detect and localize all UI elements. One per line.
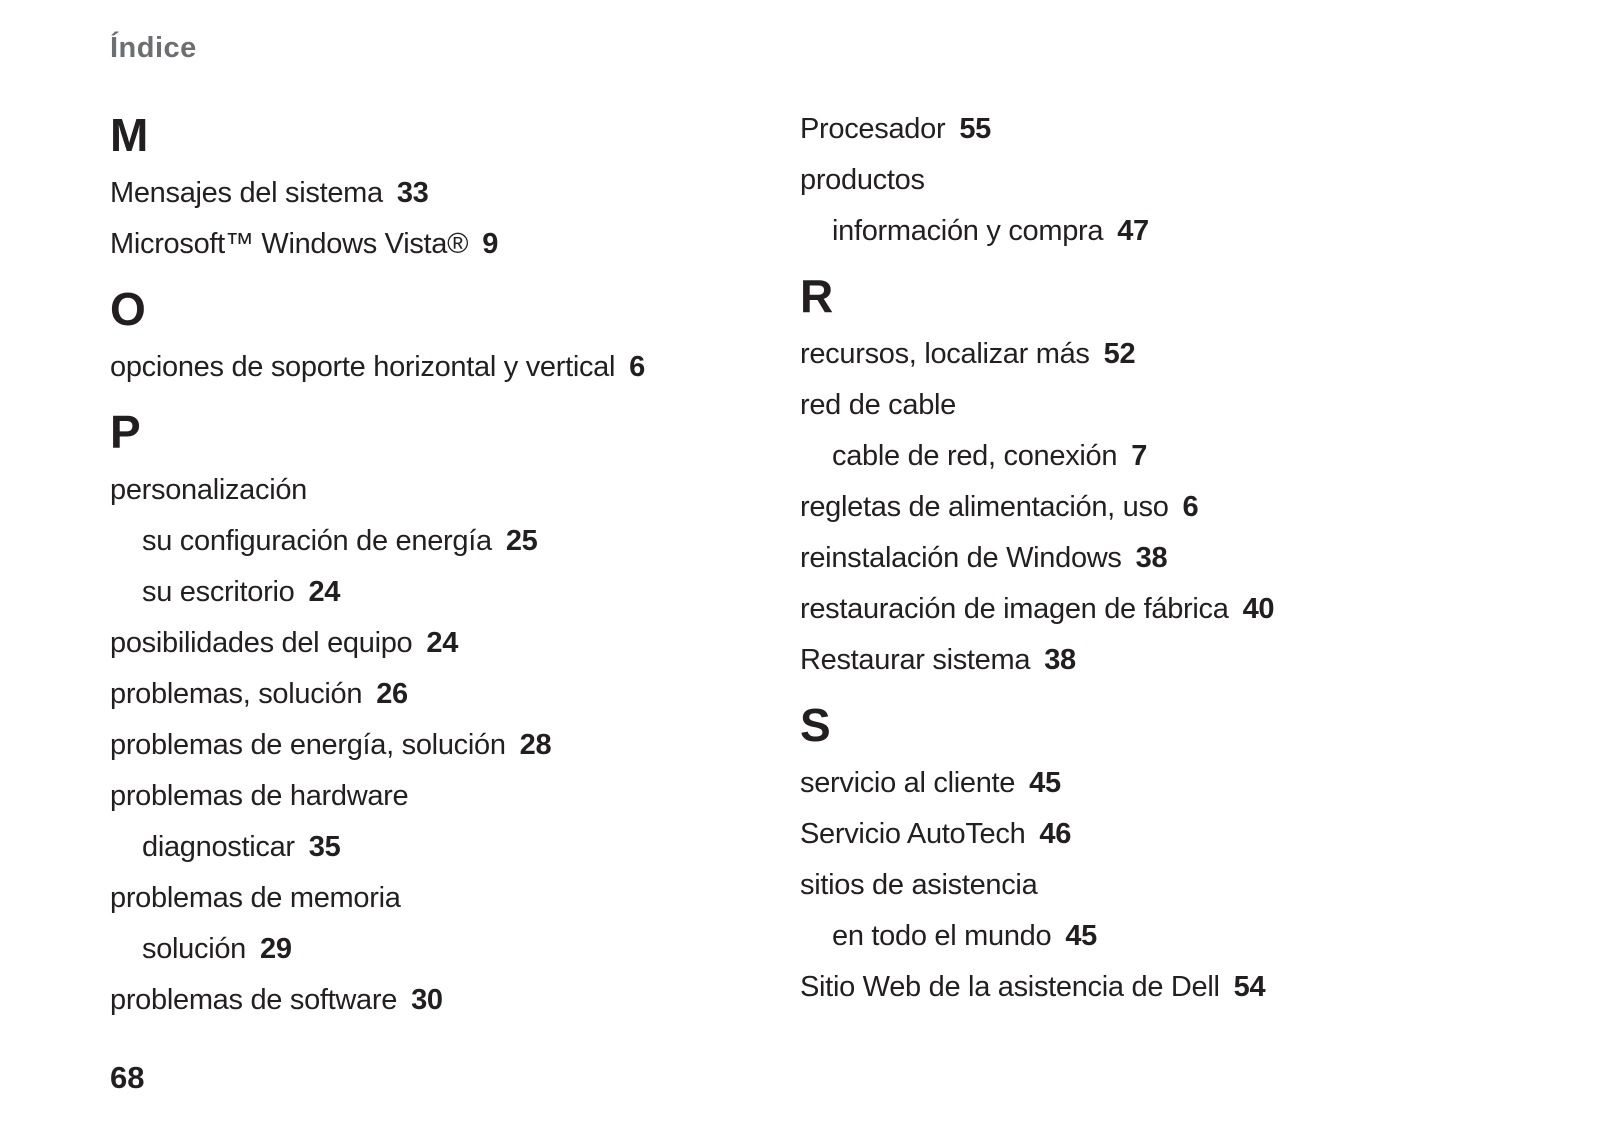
entry-term: sitios de asistencia [800, 869, 1038, 901]
index-entry [110, 669, 770, 720]
index-entry [110, 873, 770, 924]
index-entry [800, 584, 1460, 635]
entry-term: regletas de alimentación, uso [800, 491, 1169, 523]
index-entry [800, 809, 1460, 860]
index-entry [800, 635, 1460, 686]
index-subentry [110, 516, 770, 567]
entry-term: reinstalación de Windows [800, 542, 1122, 574]
entry-page-ref[interactable]: 28 [519, 729, 552, 761]
entry-term: solución [142, 933, 246, 965]
entry-page-ref[interactable]: 40 [1242, 593, 1275, 625]
entry-page-ref[interactable]: 24 [426, 627, 459, 659]
entry-term: Procesador [800, 113, 946, 145]
entry-term: Sitio Web de la asistencia de Dell [800, 971, 1220, 1003]
entry-term: diagnosticar [142, 831, 295, 863]
index-section [800, 104, 1460, 257]
entry-page-ref[interactable]: 38 [1135, 542, 1168, 574]
entry-page-ref[interactable]: 29 [260, 933, 292, 965]
index-entry [110, 771, 770, 822]
entry-term: en todo el mundo [832, 920, 1052, 952]
entry-term: personalización [110, 474, 308, 506]
index-entry [110, 975, 770, 1026]
index-letter-heading: O [110, 283, 146, 335]
entry-term: opciones de soporte horizontal y vertical [110, 351, 616, 383]
entry-term: problemas de memoria [110, 882, 401, 914]
index-section [110, 106, 770, 270]
entry-term: cable de red, conexión [832, 440, 1118, 472]
entry-term: Microsoft™ Windows Vista® [110, 228, 469, 260]
entry-page-ref[interactable]: 24 [308, 576, 341, 608]
index-entry [110, 342, 770, 393]
index-entry [800, 380, 1460, 431]
entry-term: problemas de energía, solución [110, 729, 506, 761]
entry-page-ref[interactable]: 45 [1065, 920, 1097, 952]
index-letter-heading: S [800, 699, 831, 751]
index-entry [800, 860, 1460, 911]
index-section [800, 696, 1460, 1013]
entry-page-ref[interactable]: 46 [1039, 818, 1072, 850]
index-subentry [110, 924, 770, 975]
index-subentry [800, 911, 1460, 962]
index-section [110, 280, 770, 393]
index-entry [800, 758, 1460, 809]
entry-term: problemas, solución [110, 678, 363, 710]
entry-term: su escritorio [142, 576, 295, 608]
index-section [800, 267, 1460, 686]
index-entry [800, 104, 1460, 155]
entry-page-ref[interactable]: 6 [1182, 491, 1199, 523]
index-column-right [800, 104, 1460, 1013]
entry-page-ref[interactable]: 6 [629, 351, 645, 383]
index-entry [800, 329, 1460, 380]
index-column-left [110, 106, 770, 1026]
index-entry [800, 482, 1460, 533]
index-entry [110, 168, 770, 219]
entry-term: productos [800, 164, 925, 196]
entry-term: posibilidades del equipo [110, 627, 413, 659]
entry-term: su configuración de energía [142, 525, 492, 557]
entry-page-ref[interactable]: 33 [396, 177, 429, 209]
entry-term: Mensajes del sistema [110, 177, 383, 209]
entry-term: problemas de software [110, 984, 398, 1016]
entry-term: servicio al cliente [800, 767, 1016, 799]
entry-term: problemas de hardware [110, 780, 409, 812]
entry-page-ref[interactable]: 54 [1233, 971, 1266, 1003]
index-entry [110, 465, 770, 516]
index-subentry [110, 567, 770, 618]
index-entry [110, 219, 770, 270]
entry-term: red de cable [800, 389, 957, 421]
index-subentry [800, 206, 1460, 257]
entry-page-ref[interactable]: 25 [505, 525, 538, 557]
entry-term: Restaurar sistema [800, 644, 1031, 676]
entry-page-ref[interactable]: 7 [1131, 440, 1148, 472]
index-entry [800, 155, 1460, 206]
entry-page-ref[interactable]: 47 [1117, 215, 1149, 247]
index-entry [800, 962, 1460, 1013]
index-subentry [110, 822, 770, 873]
entry-term: recursos, localizar más [800, 338, 1090, 370]
index-letter-heading: R [800, 270, 834, 322]
running-header: Índice [110, 32, 197, 64]
entry-page-ref[interactable]: 52 [1103, 338, 1136, 370]
entry-page-ref[interactable]: 9 [482, 228, 499, 260]
index-entry [110, 720, 770, 771]
index-letter-heading: M [110, 109, 149, 161]
index-subentry [800, 431, 1460, 482]
entry-term: Servicio AutoTech [800, 818, 1026, 850]
entry-page-ref[interactable]: 30 [411, 984, 443, 1016]
entry-term: información y compra [832, 215, 1104, 247]
entry-page-ref[interactable]: 35 [308, 831, 341, 863]
entry-page-ref[interactable]: 55 [959, 113, 991, 145]
index-section [110, 403, 770, 1026]
entry-page-ref[interactable]: 38 [1044, 644, 1076, 676]
index-entry [800, 533, 1460, 584]
entry-page-ref[interactable]: 26 [376, 678, 408, 710]
index-entry [110, 618, 770, 669]
index-letter-heading: P [110, 406, 141, 458]
entry-term: restauración de imagen de fábrica [800, 593, 1229, 625]
entry-page-ref[interactable]: 45 [1029, 767, 1061, 799]
page-number: 68 [110, 1060, 145, 1095]
